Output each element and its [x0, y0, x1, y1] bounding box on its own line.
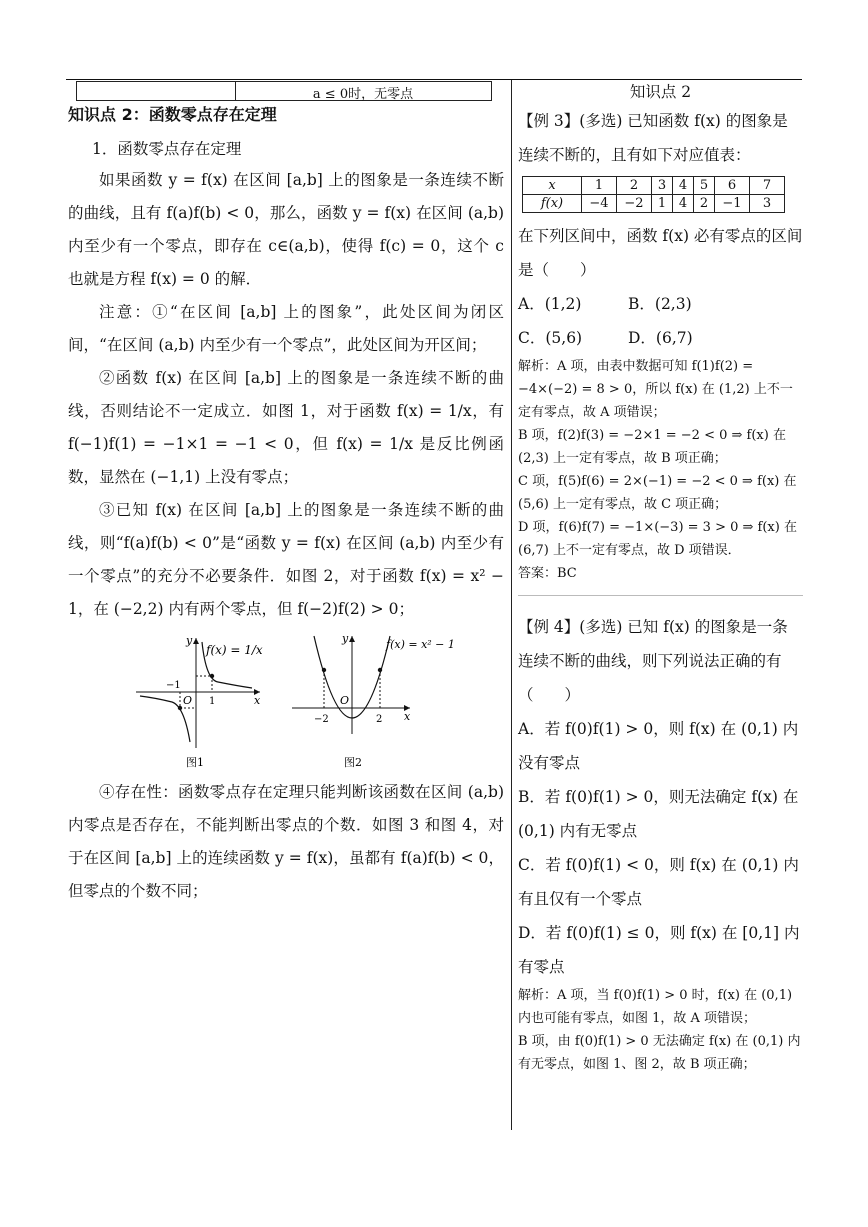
right-heading: 知识点 2 — [629, 83, 692, 101]
fig2-func-label: f(x) = x² − 1 — [386, 638, 455, 651]
value-table-cell: 1 — [582, 177, 617, 195]
figure-2 — [292, 632, 455, 769]
fig2-point-left — [322, 668, 326, 672]
figures-svg — [68, 630, 504, 770]
fig1-x-label: x — [254, 694, 261, 707]
left-column — [68, 104, 504, 908]
fig1-tick-neg: −1 — [166, 680, 181, 691]
value-table-cell: 1 — [652, 195, 673, 213]
example-4-option-d: D．若 f(0)f(1) ≤ 0，则 f(x) 在 [0,1] 内有零点 — [518, 924, 800, 976]
example-3-option-d: D．(6,7) — [628, 329, 693, 347]
fig1-point-1 — [210, 674, 214, 678]
top-table-fragment — [76, 81, 492, 101]
value-table-header-x: x — [523, 177, 582, 195]
figures — [68, 630, 504, 770]
fig2-point-right — [378, 668, 382, 672]
note-2: ②函数 f(x) 在区间 [a,b] 上的图象是一条连续不断的曲线，否则结论不一定成立．如图 1，对于函数 f(x) = 1/x，有 f(−1)f(1) = −1×1 = −1 < 0，但 f(x) = 1/x 是反比例函数，显然在 (−1,1) 上没有零点； — [68, 369, 504, 486]
example-3-answer: 答案：BC — [518, 566, 577, 581]
example-divider — [518, 595, 803, 610]
value-table-cell: −2 — [617, 195, 652, 213]
example-3-option-c: C．(5,6) — [518, 329, 583, 347]
value-table-cell: −4 — [582, 195, 617, 213]
fig2-origin: O — [340, 694, 350, 707]
fig1-caption: 图1 — [186, 756, 204, 769]
value-table-cell: 7 — [750, 177, 785, 195]
value-table-cell: 3 — [652, 177, 673, 195]
fig2-tick-neg: −2 — [314, 714, 329, 725]
example-3-solution-c: C 项，f(5)f(6) = 2×(−1) = −2 < 0 ⇒ f(x) 在 (5,6) 上一定有零点，故 C 项正确； — [518, 474, 797, 512]
note-3: ③已知 f(x) 在区间 [a,b] 上的图象是一条连续不断的曲线，则“f(a)f(b) < 0”是“函数 y = f(x) 在区间 (a,b) 内至少有一个零点”的充分不必要条件．如图 2，对于函数 f(x) = x² − 1，在 (−2,2) 内有两个零点，但 f(−2)f(2) > 0； — [68, 501, 504, 618]
value-table-cell: −1 — [715, 195, 750, 213]
figure-1 — [136, 634, 263, 769]
fig1-func-label: f(x) = 1/x — [206, 643, 263, 657]
note-4: ④存在性：函数零点存在定理只能判断该函数在区间 (a,b) 内零点是否存在，不能判断出零点的个数．如图 3 和图 4，对于在区间 [a,b] 上的连续函数 y = f(x)，虽都有 f(a)f(b) < 0，但零点的个数不同； — [68, 783, 504, 900]
value-table — [522, 176, 785, 213]
value-table-row-x — [523, 177, 785, 195]
example-4-stem: 【例 4】(多选) 已知 f(x) 的图象是一条连续不断的曲线，则下列说法正确的有（ ） — [518, 618, 788, 704]
value-table-cell: 5 — [694, 177, 715, 195]
fig2-y-label: y — [342, 632, 349, 645]
value-table-row-fx — [523, 195, 785, 213]
value-table-cell: 4 — [673, 195, 694, 213]
fig2-x-label: x — [404, 710, 411, 723]
example-3-options-row-1 — [518, 287, 803, 321]
example-3-option-b: B．(2,3) — [628, 295, 692, 313]
example-4-solution-a: 解析：A 项，当 f(0)f(1) > 0 时，f(x) 在 (0,1) 内也可能有零点，如图 1，故 A 项错误； — [518, 988, 793, 1026]
value-table-cell: 6 — [715, 177, 750, 195]
subsection-title: 1．函数零点存在定理 — [92, 140, 242, 158]
fig2-y-arrow — [349, 636, 355, 642]
value-table-cell: 2 — [617, 177, 652, 195]
example-4-option-b: B．若 f(0)f(1) > 0，则无法确定 f(x) 在 (0,1) 内有无零点 — [518, 788, 799, 840]
fig1-y-arrow — [193, 638, 199, 644]
example-4-solution-b: B 项，由 f(0)f(1) > 0 无法确定 f(x) 在 (0,1) 内有无零点，如图 1、图 2，故 B 项正确； — [518, 1034, 801, 1072]
fig1-y-label: y — [186, 634, 193, 647]
example-3-options-row-2 — [518, 321, 803, 355]
table-cell-text: a ≤ 0时，无零点 — [312, 87, 414, 102]
fig2-tick-pos: 2 — [376, 714, 383, 725]
fig1-point-2 — [178, 706, 182, 710]
fig1-origin: O — [183, 694, 193, 707]
value-table-cell: 2 — [694, 195, 715, 213]
theorem-paragraph: 如果函数 y = f(x) 在区间 [a,b] 上的图象是一条连续不断的曲线，且有 f(a)f(b) < 0，那么，函数 y = f(x) 在区间 (a,b) 内至少有一个零点，即存在 c∈(a,b)，使得 f(c) = 0，这个 c 也就是方程 f(x) = 0 的解． — [68, 171, 504, 288]
example-3-question: 在下列区间中，函数 f(x) 必有零点的区间是（ ） — [518, 227, 803, 279]
example-4-option-c: C．若 f(0)f(1) < 0，则 f(x) 在 (0,1) 内有且仅有一个零点 — [518, 856, 799, 908]
fig2-caption: 图2 — [344, 756, 362, 769]
example-3-stem: 【例 3】(多选) 已知函数 f(x) 的图象是连续不断的，且有如下对应值表： — [518, 112, 788, 164]
section-title: 知识点 2：函数零点存在定理 — [68, 105, 277, 124]
note-1: 注意：①“在区间 [a,b] 上的图象”，此处区间为闭区间，“在区间 (a,b) 内至少有一个零点”，此处区间为开区间； — [68, 303, 504, 354]
value-table-header-fx: f(x) — [523, 195, 582, 213]
value-table-cell: 4 — [673, 177, 694, 195]
example-4-option-a: A．若 f(0)f(1) > 0，则 f(x) 在 (0,1) 内没有零点 — [518, 720, 799, 772]
example-3-solution-a: 解析：A 项，由表中数据可知 f(1)f(2) = −4×(−2) = 8 > 0，所以 f(x) 在 (1,2) 上不一定有零点，故 A 项错误； — [518, 359, 793, 420]
example-3-option-a: A．(1,2) — [518, 295, 582, 313]
example-3-solution-b: B 项，f(2)f(3) = −2×1 = −2 < 0 ⇒ f(x) 在 (2,3) 上一定有零点，故 B 项正确； — [518, 428, 786, 466]
value-table-cell: 3 — [750, 195, 785, 213]
column-divider — [511, 80, 512, 1130]
fig1-tick-pos: 1 — [209, 696, 216, 707]
example-3-solution-d: D 项，f(6)f(7) = −1×(−3) = 3 > 0 ⇒ f(x) 在 (6,7) 上不一定有零点，故 D 项错误． — [518, 520, 797, 558]
right-column — [518, 80, 803, 1076]
